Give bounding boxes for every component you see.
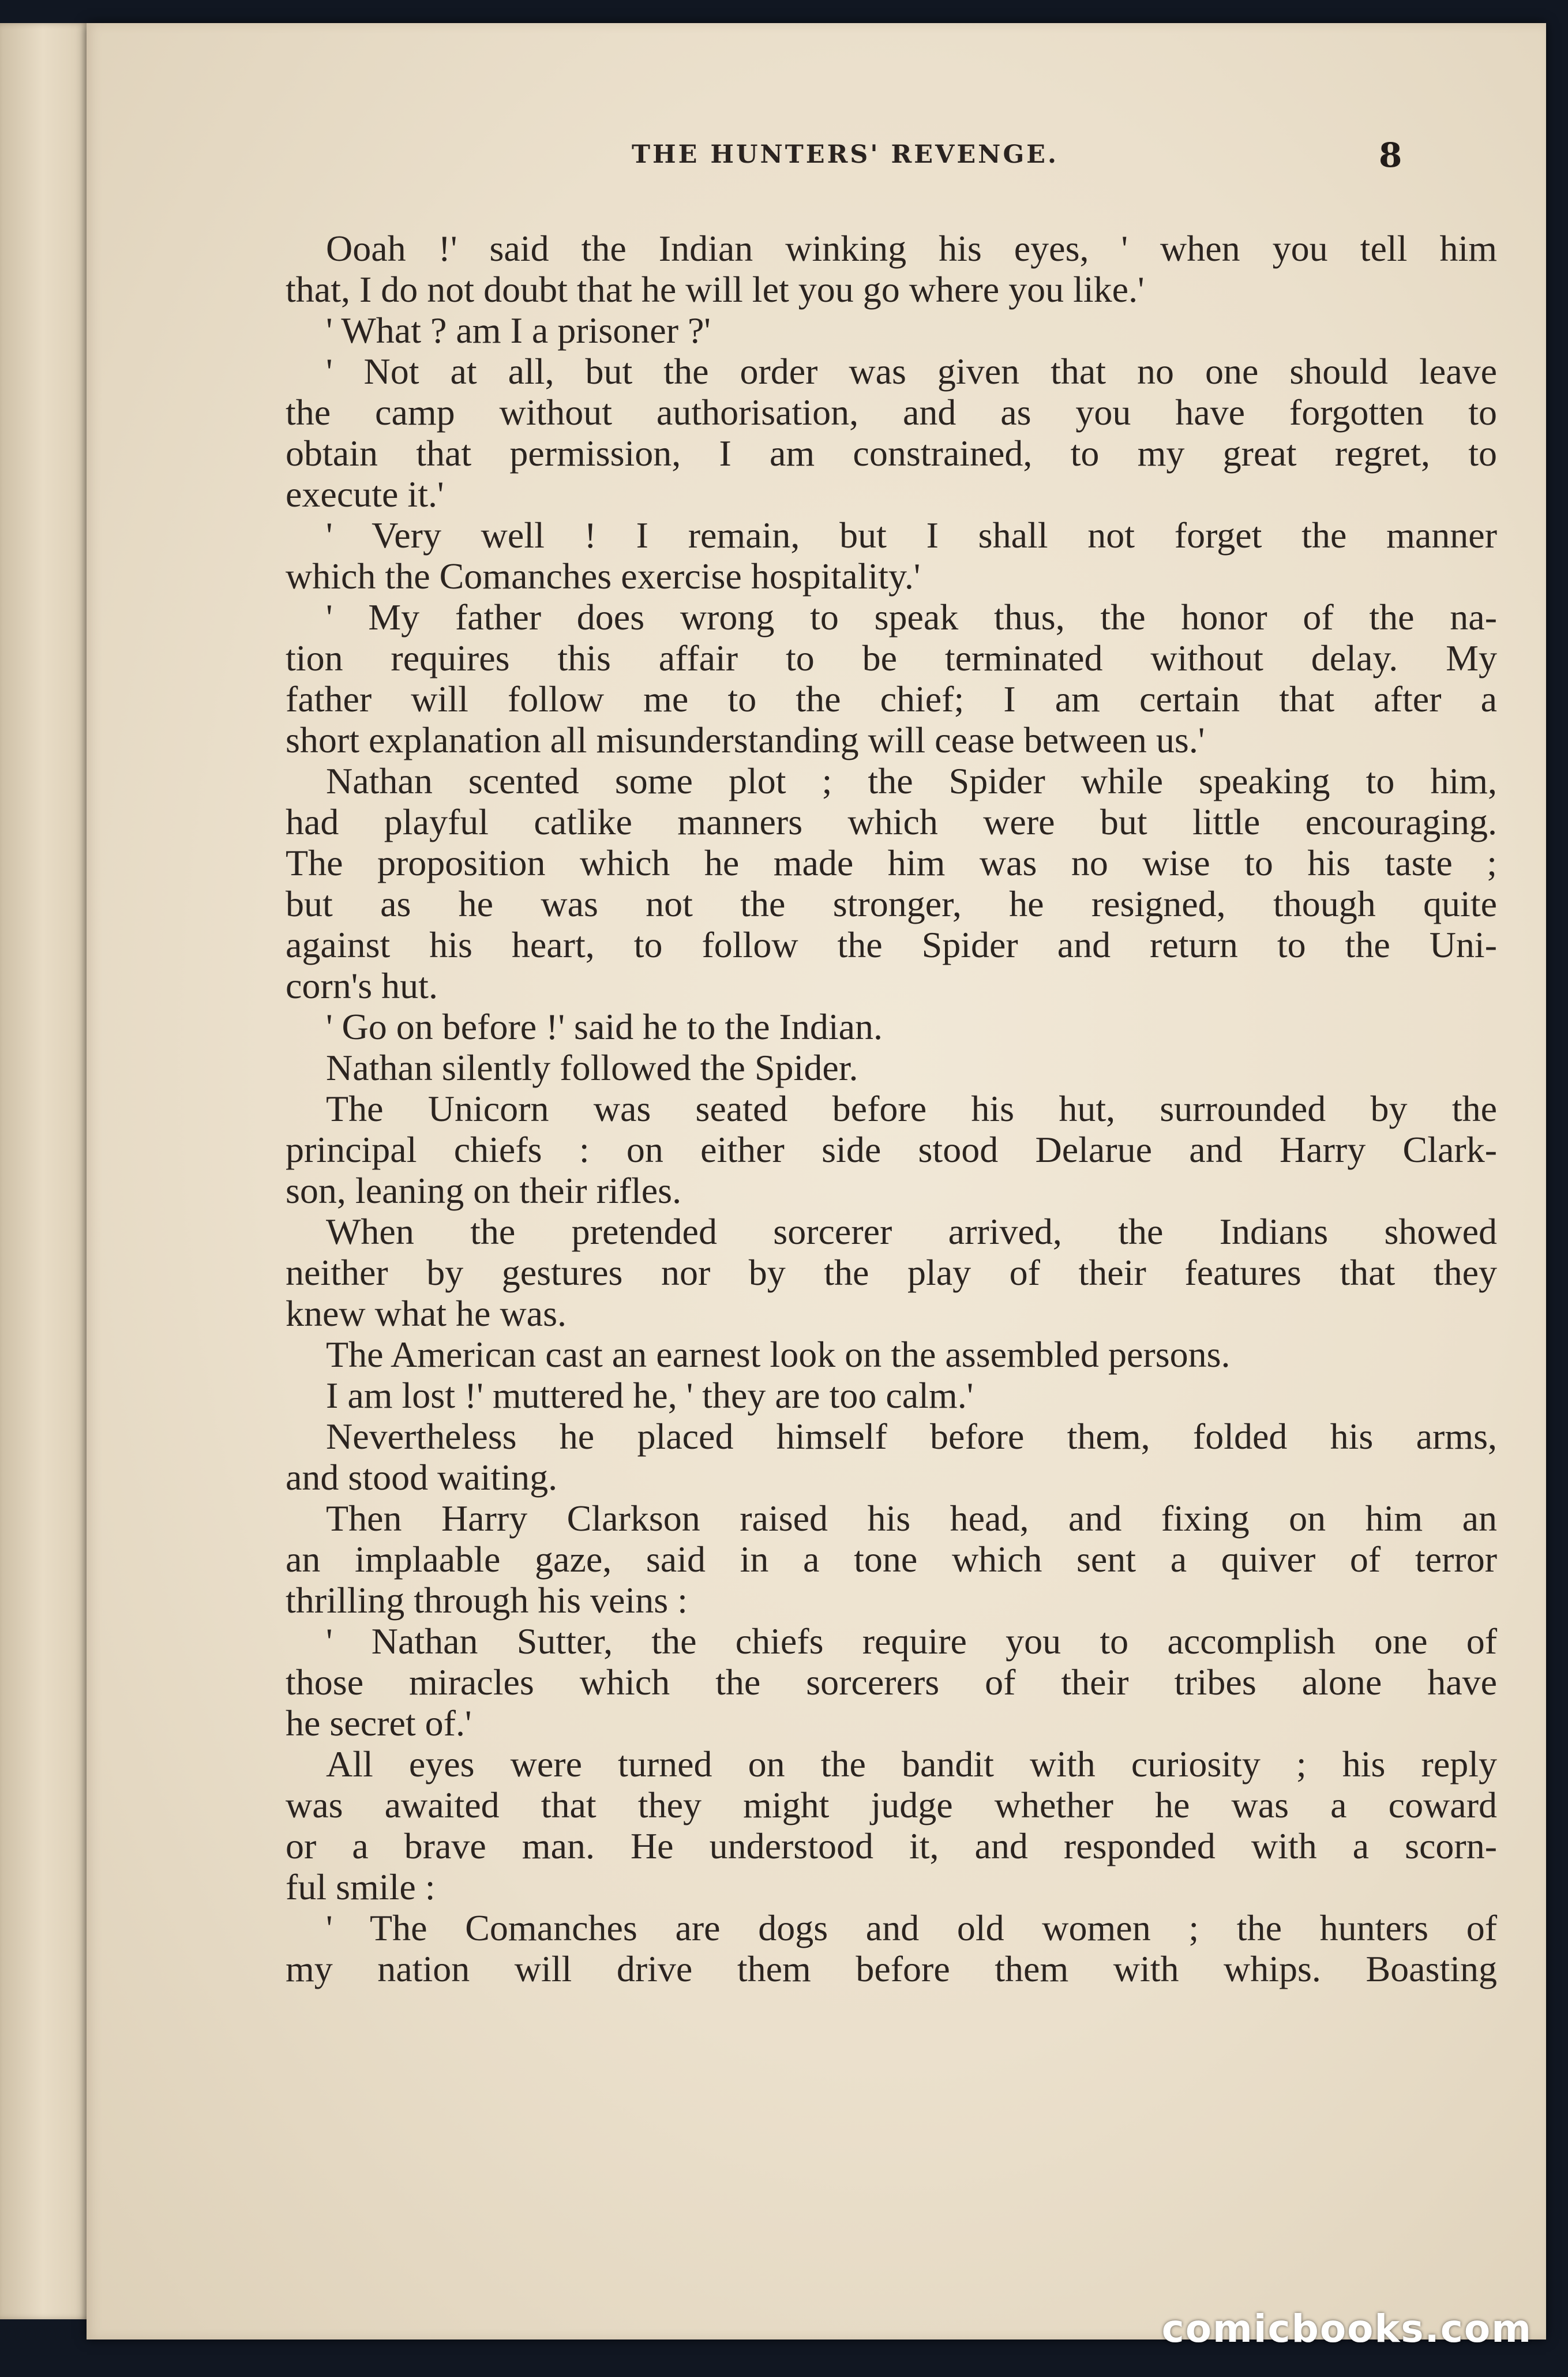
text-line: All eyes were turned on the bandit with curiosity ; his reply xyxy=(326,1744,1497,1784)
text-line: he secret of.' xyxy=(286,1703,472,1744)
text-line: son, leaning on their rifles. xyxy=(286,1170,682,1211)
text-line: ' Very well ! I remain, but I shall not forget the manner xyxy=(326,515,1497,556)
text-line: The Unicorn was seated before his hut, surrounded by the xyxy=(326,1088,1497,1129)
watermark: comicbooks.com xyxy=(1161,2307,1532,2351)
text-line: tion requires this affair to be terminated without delay. My xyxy=(286,638,1497,678)
text-line: ' Not at all, but the order was given that no one should leave xyxy=(326,351,1497,392)
book-page xyxy=(87,23,1546,2339)
text-line: When the pretended sorcerer arrived, the Indians showed xyxy=(326,1211,1497,1252)
text-line: was awaited that they might judge whether he was a coward xyxy=(286,1784,1497,1825)
text-line: had playful catlike manners which were but little encouraging. xyxy=(286,801,1497,842)
text-line: ful smile : xyxy=(286,1866,436,1907)
text-line: Nevertheless he placed himself before them, folded his arms, xyxy=(326,1416,1497,1457)
text-line: my nation will drive them before them with whips. Boasting xyxy=(286,1948,1497,1989)
facing-page-edge xyxy=(0,23,95,2319)
text-line: I am lost !' muttered he, ' they are too calm.' xyxy=(326,1375,974,1416)
page-number: 8 xyxy=(1379,136,1402,175)
text-line: ' Nathan Sutter, the chiefs require you to accomplish one of xyxy=(326,1621,1497,1662)
text-line: an implaable gaze, said in a tone which sent a quiver of terror xyxy=(286,1539,1497,1580)
text-line: that, I do not doubt that he will let you go where you like.' xyxy=(286,269,1145,310)
text-line: the camp without authorisation, and as you have forgotten to xyxy=(286,392,1497,433)
body-text xyxy=(286,228,1497,1989)
text-line: ' My father does wrong to speak thus, the honor of the na- xyxy=(326,597,1497,638)
text-line: execute it.' xyxy=(286,474,444,515)
text-line: ' The Comanches are dogs and old women ; the hunters of xyxy=(326,1907,1497,1948)
text-line: principal chiefs : on either side stood Delarue and Harry Clark- xyxy=(286,1129,1497,1170)
text-line: The American cast an earnest look on the assembled persons. xyxy=(326,1334,1231,1375)
text-line: Nathan silently followed the Spider. xyxy=(326,1047,858,1088)
text-line: Nathan scented some plot ; the Spider while speaking to him, xyxy=(326,760,1497,801)
text-line: but as he was not the stronger, he resigned, though quite xyxy=(286,883,1497,924)
text-line: Ooah !' said the Indian winking his eyes, ' when you tell him xyxy=(326,228,1497,269)
text-line: short explanation all misunderstanding will cease between us.' xyxy=(286,719,1205,760)
text-line: neither by gestures nor by the play of their features that they xyxy=(286,1252,1497,1293)
running-title: THE HUNTERS' REVENGE. xyxy=(632,140,1059,169)
text-line: obtain that permission, I am constrained, to my great regret, to xyxy=(286,433,1497,474)
page-header xyxy=(87,136,1546,188)
text-line: or a brave man. He understood it, and responded with a scorn- xyxy=(286,1825,1497,1866)
text-line: and stood waiting. xyxy=(286,1457,558,1498)
text-line: ' What ? am I a prisoner ?' xyxy=(326,310,711,351)
text-line: corn's hut. xyxy=(286,965,438,1006)
text-line: The proposition which he made him was no wise to his taste ; xyxy=(286,842,1497,883)
text-line: Then Harry Clarkson raised his head, and fixing on him an xyxy=(326,1498,1497,1539)
text-line: thrilling through his veins : xyxy=(286,1580,688,1621)
text-line: against his heart, to follow the Spider and return to the Uni- xyxy=(286,924,1497,965)
text-line: knew what he was. xyxy=(286,1293,567,1334)
text-line: ' Go on before !' said he to the Indian. xyxy=(326,1006,883,1047)
text-line: father will follow me to the chief; I am certain that after a xyxy=(286,678,1497,719)
text-line: those miracles which the sorcerers of their tribes alone have xyxy=(286,1662,1497,1703)
text-line: which the Comanches exercise hospitality.' xyxy=(286,556,921,597)
